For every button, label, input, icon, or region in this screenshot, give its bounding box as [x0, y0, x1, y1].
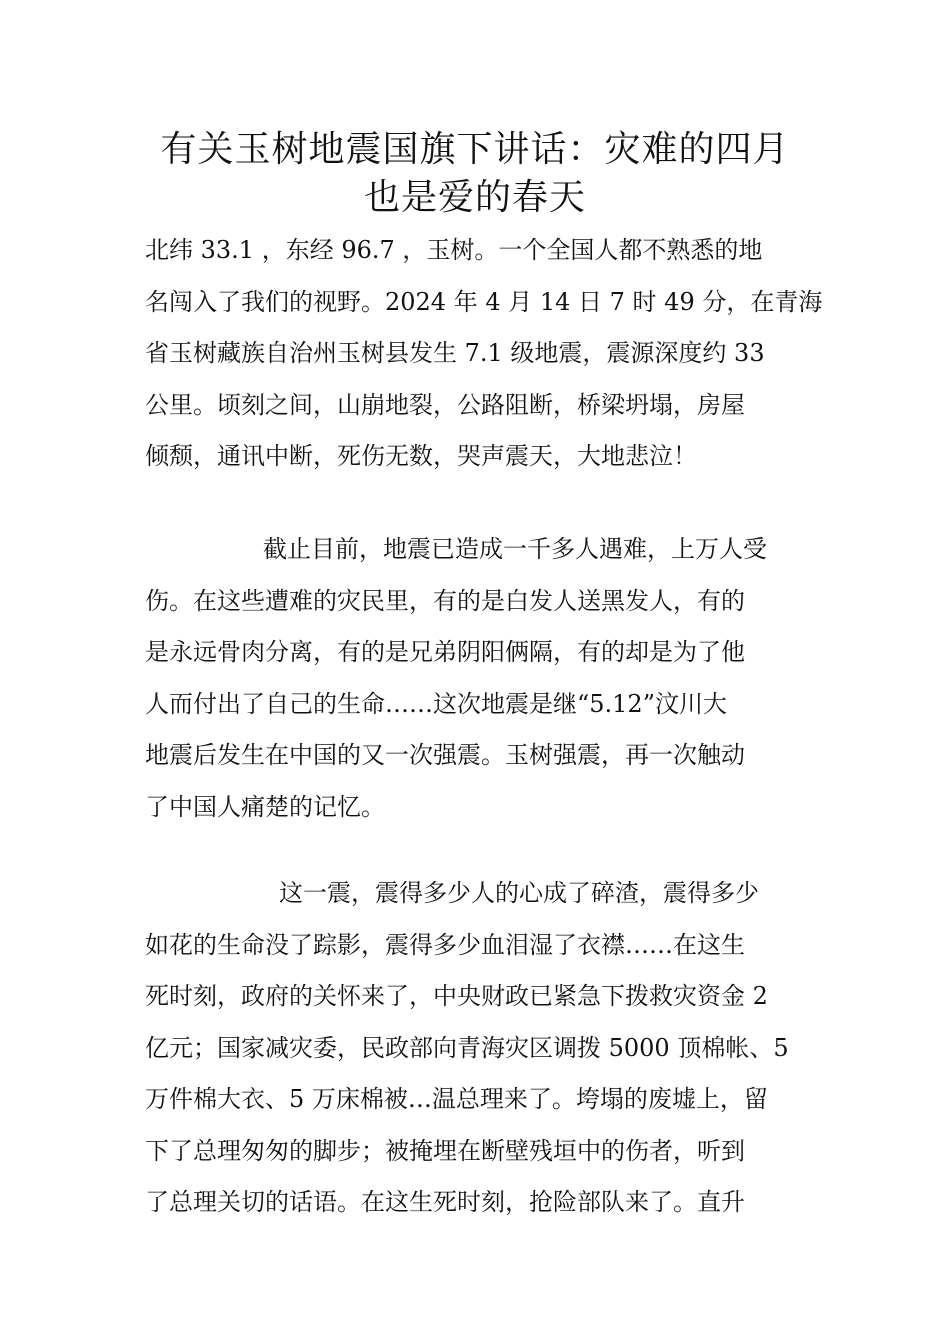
paragraph-line: 伤。在这些遭难的灾民里，有的是白发人送黑发人，有的: [145, 586, 745, 615]
paragraph-line: 如花的生命没了踪影，震得多少血泪湿了衣襟……在这生: [145, 930, 745, 959]
title-line-1: 有关玉树地震国旗下讲话：灾难的四月: [160, 129, 790, 170]
paragraph-line: 这一震，震得多少人的心成了碎渣，震得多少: [279, 879, 759, 907]
document-title: [120, 126, 830, 222]
paragraph-line: 倾颓，通讯中断，死伤无数，哭声震天，大地悲泣！: [145, 442, 697, 470]
paragraph-line: 了中国人痛楚的记忆。: [145, 792, 385, 821]
paragraph-line: 省玉树藏族自治州玉树县发生 7.1 级地震，震源深度约 33: [145, 339, 765, 367]
paragraph-line: 截止目前，地震已造成一千多人遇难，上万人受: [263, 535, 767, 563]
paragraph-line: 人而付出了自己的生命……这次地震是继“5.12”汶川大: [145, 689, 727, 718]
paragraph-line: 名闯入了我们的视野。2024 年 4 月 14 日 7 时 49 分，在青海: [145, 287, 823, 316]
paragraph-line: 公里。顷刻之间，山崩地裂，公路阻断，桥梁坍塌，房屋: [145, 390, 745, 419]
paragraph-1: [145, 225, 823, 483]
paragraph-line: 死时刻，政府的关怀来了，中央财政已紧急下拨救灾资金 2: [145, 982, 768, 1010]
paragraph-line: 是永远骨肉分离，有的是兄弟阴阳俩隔，有的却是为了他: [145, 638, 745, 666]
title-line-2: 也是爱的春天: [363, 177, 586, 218]
paragraph-line: 下了总理匆匆的脚步；被掩埋在断壁残垣中的伤者，听到: [145, 1136, 745, 1165]
paragraph-line: 亿元；国家减灾委，民政部向青海灾区调拨 5000 顶棉帐、5: [145, 1033, 789, 1062]
paragraph-line: 北纬 33.1 ，东经 96.7 ，玉树。一个全国人都不熟悉的地: [145, 236, 763, 264]
paragraph-2: [145, 524, 815, 833]
paragraph-line: 地震后发生在中国的又一次强震。玉树强震，再一次触动: [145, 741, 745, 769]
paragraph-line: 了总理关切的话语。在这生死时刻，抢险部队来了。直升: [145, 1188, 745, 1216]
paragraph-line: 万件棉大衣、5 万床棉被…温总理来了。垮塌的废墟上，留: [145, 1085, 768, 1113]
paragraph-3: [145, 868, 815, 1229]
